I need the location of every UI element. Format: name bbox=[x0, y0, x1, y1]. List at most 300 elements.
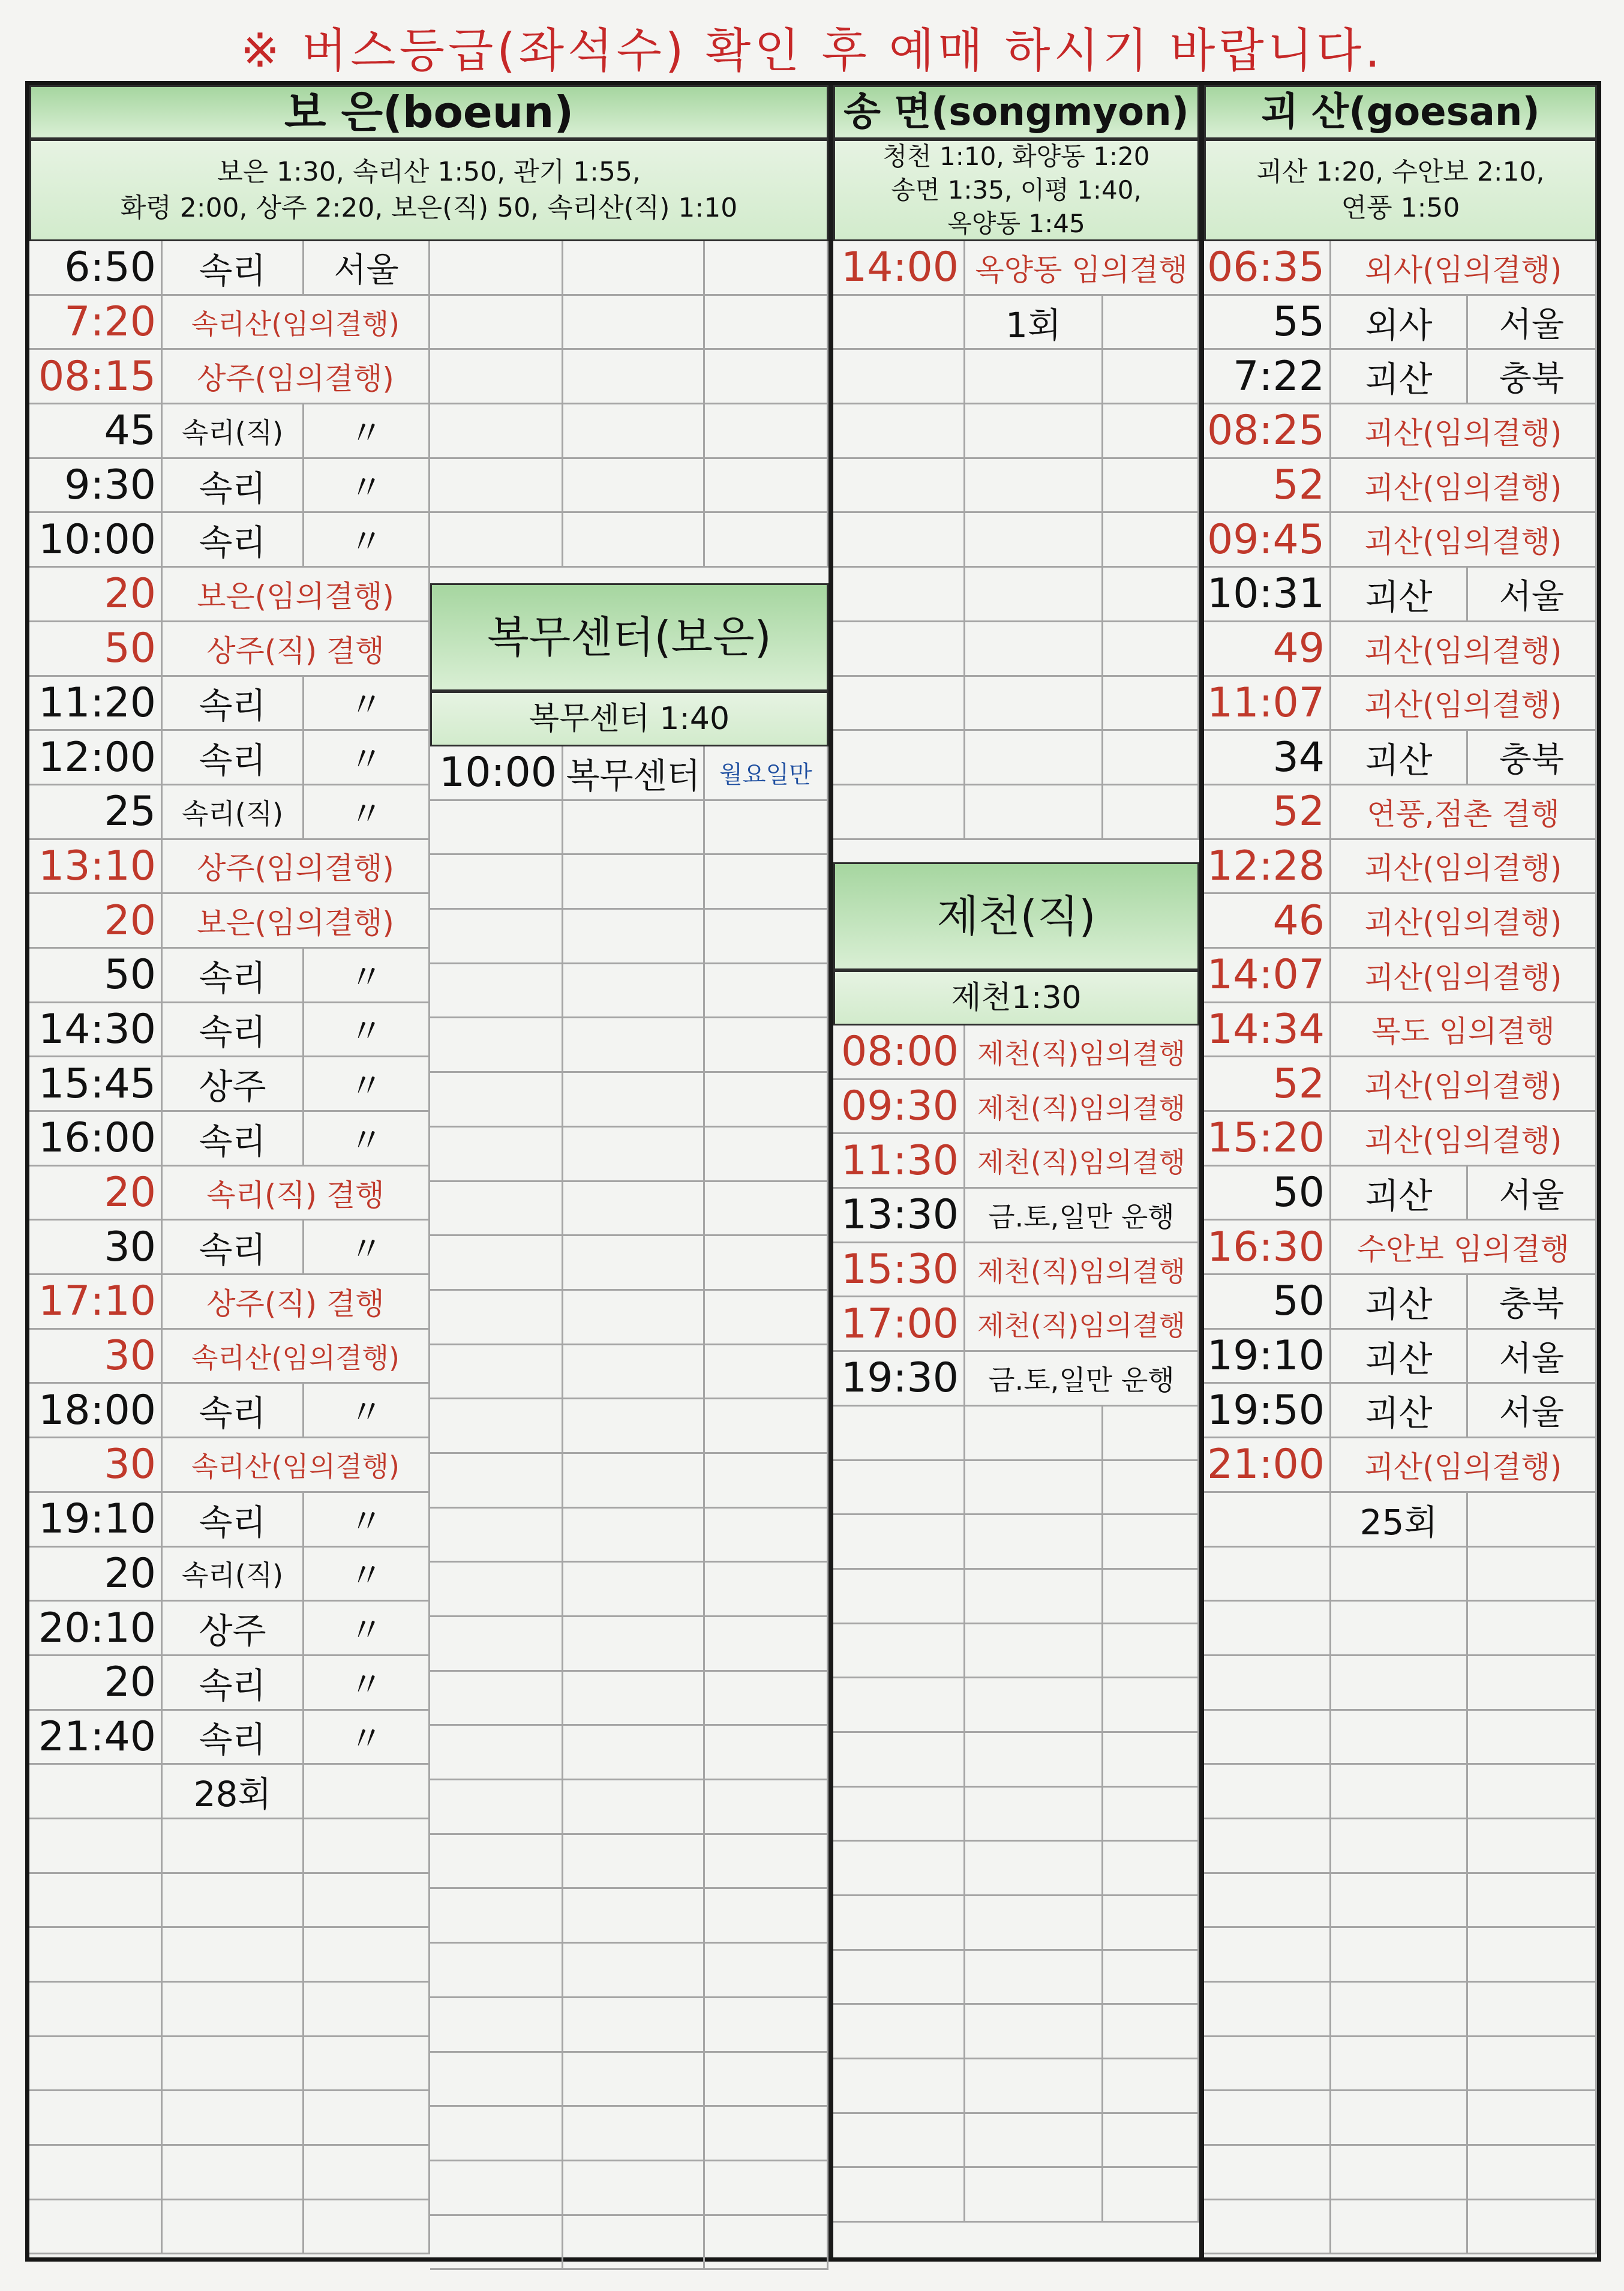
bus-company: 〃 bbox=[304, 1493, 430, 1548]
bus-company: 서울 bbox=[1468, 1384, 1597, 1438]
empty-cell bbox=[304, 2091, 430, 2146]
empty-cell bbox=[705, 1345, 828, 1400]
empty-cell bbox=[1331, 1819, 1468, 1874]
empty-cell bbox=[430, 241, 563, 296]
empty-cell bbox=[563, 459, 705, 514]
empty-cell bbox=[1204, 2200, 1331, 2255]
empty-cell bbox=[430, 1127, 563, 1182]
departure-time: 20 bbox=[29, 894, 163, 949]
departure-time: 30 bbox=[29, 1221, 163, 1275]
empty-cell bbox=[705, 2107, 828, 2161]
bus-company: 서울 bbox=[1468, 296, 1597, 350]
bus-company: 〃 bbox=[304, 731, 430, 785]
empty-cell bbox=[563, 964, 705, 1019]
bus-company: 〃 bbox=[304, 677, 430, 731]
schedule-note: 괴산(임의결행) bbox=[1331, 677, 1597, 731]
schedule-note: 속리산(임의결행) bbox=[163, 1330, 430, 1384]
jecheon-header bbox=[833, 862, 1199, 970]
empty-cell bbox=[965, 513, 1103, 568]
bus-company: 충북 bbox=[1468, 731, 1597, 785]
departure-time: 08:25 bbox=[1204, 404, 1331, 459]
departure-time: 25 bbox=[29, 785, 163, 840]
schedule-note: 연풍,점촌 결행 bbox=[1331, 785, 1597, 840]
empty-cell bbox=[705, 1073, 828, 1127]
schedule-note: 수안보 임의결행 bbox=[1331, 1221, 1597, 1275]
empty-cell bbox=[1331, 1765, 1468, 1819]
empty-cell bbox=[563, 2107, 705, 2161]
empty-cell bbox=[1331, 1928, 1468, 1983]
empty-cell bbox=[705, 1236, 828, 1291]
empty-cell bbox=[563, 1726, 705, 1780]
empty-cell bbox=[430, 1399, 563, 1454]
empty-cell bbox=[163, 1874, 304, 1929]
empty-cell bbox=[1103, 2114, 1199, 2169]
empty-cell bbox=[833, 2005, 965, 2059]
schedule-note: 상주(임의결행) bbox=[163, 350, 430, 404]
empty-cell bbox=[563, 1563, 705, 1617]
bus-company: 월요일만 bbox=[705, 746, 828, 801]
empty-cell bbox=[304, 1983, 430, 2037]
empty-cell bbox=[1103, 1951, 1199, 2005]
empty-cell bbox=[304, 1874, 430, 1929]
departure-time: 7:22 bbox=[1204, 350, 1331, 404]
schedule-note: 속리산(임의결행) bbox=[163, 1438, 430, 1493]
empty-cell bbox=[1468, 2200, 1597, 2255]
bus-company: 〃 bbox=[304, 1602, 430, 1656]
departure-time: 14:30 bbox=[29, 1003, 163, 1058]
schedule-note: 옥양동 임의결행 bbox=[965, 241, 1199, 296]
empty-cell bbox=[705, 855, 828, 910]
goesan-fares: 괴산 1:20, 수안보 2:10, 연풍 1:50 bbox=[1256, 157, 1545, 223]
departure-time: 08:15 bbox=[29, 350, 163, 404]
departure-time: 15:20 bbox=[1204, 1112, 1331, 1167]
empty-cell bbox=[163, 2146, 304, 2200]
empty-cell bbox=[833, 2059, 965, 2114]
empty-cell bbox=[965, 622, 1103, 677]
destination: 속리 bbox=[163, 949, 304, 1003]
schedule-note: 괴산(임의결행) bbox=[1331, 404, 1597, 459]
empty-cell bbox=[1103, 1461, 1199, 1516]
bokmu-schedule-table bbox=[430, 746, 828, 2270]
empty-cell bbox=[833, 1570, 965, 1624]
departure-time: 16:00 bbox=[29, 1112, 163, 1167]
boeun-header bbox=[29, 85, 828, 139]
bus-company: 서울 bbox=[1468, 568, 1597, 622]
empty-cell bbox=[705, 404, 828, 459]
empty-cell bbox=[304, 1819, 430, 1874]
jecheon-fares-panel bbox=[833, 970, 1199, 1025]
schedule-note: 괴산(임의결행) bbox=[1331, 459, 1597, 514]
destination: 괴산 bbox=[1331, 731, 1468, 785]
empty-cell bbox=[29, 1819, 163, 1874]
departure-time bbox=[1204, 1493, 1331, 1548]
departure-time: 52 bbox=[1204, 785, 1331, 840]
empty-cell bbox=[430, 1454, 563, 1509]
empty-cell bbox=[705, 1454, 828, 1509]
empty-cell bbox=[1103, 513, 1199, 568]
empty-cell bbox=[1468, 1819, 1597, 1874]
empty-cell bbox=[163, 1819, 304, 1874]
empty-cell bbox=[1103, 1896, 1199, 1951]
empty-cell bbox=[1468, 1874, 1597, 1929]
schedule-note: 목도 임의결행 bbox=[1331, 1003, 1597, 1058]
bokmu-fares-panel bbox=[430, 691, 828, 746]
destination: 상주 bbox=[163, 1057, 304, 1112]
jecheon-fares: 제천1:30 bbox=[951, 980, 1082, 1016]
departure-time: 18:00 bbox=[29, 1384, 163, 1438]
boeun-schedule-table bbox=[29, 241, 430, 2254]
destination: 괴산 bbox=[1331, 1275, 1468, 1330]
destination: 속리 bbox=[163, 1221, 304, 1275]
empty-cell bbox=[430, 1291, 563, 1345]
departure-time: 9:30 bbox=[29, 459, 163, 514]
empty-cell bbox=[163, 2091, 304, 2146]
bus-company: 〃 bbox=[304, 785, 430, 840]
empty-cell bbox=[705, 2053, 828, 2107]
destination: 괴산 bbox=[1331, 1384, 1468, 1438]
bus-company bbox=[1468, 1493, 1597, 1548]
bus-company bbox=[1103, 296, 1199, 350]
schedule-note: 괴산(임의결행) bbox=[1331, 1057, 1597, 1112]
bus-company: 충북 bbox=[1468, 1275, 1597, 1330]
empty-cell bbox=[430, 1780, 563, 1835]
empty-cell bbox=[563, 1509, 705, 1563]
empty-cell bbox=[1204, 1874, 1331, 1929]
empty-cell bbox=[1103, 1515, 1199, 1570]
schedule-note: 보은(임의결행) bbox=[163, 894, 430, 949]
departure-time: 14:00 bbox=[833, 241, 965, 296]
songmyon-schedule-table bbox=[833, 241, 1199, 840]
departure-time: 20 bbox=[29, 568, 163, 622]
empty-cell bbox=[705, 1291, 828, 1345]
empty-cell bbox=[965, 1788, 1103, 1842]
empty-cell bbox=[29, 2200, 163, 2255]
departure-time: 34 bbox=[1204, 731, 1331, 785]
empty-cell bbox=[965, 1570, 1103, 1624]
empty-cell bbox=[965, 568, 1103, 622]
goesan-fares-panel bbox=[1204, 139, 1597, 241]
destination: 상주 bbox=[163, 1602, 304, 1656]
destination: 속리 bbox=[163, 1493, 304, 1548]
empty-cell bbox=[705, 1835, 828, 1890]
empty-cell bbox=[563, 1345, 705, 1400]
destination: 28회 bbox=[163, 1765, 304, 1819]
departure-time: 19:10 bbox=[1204, 1330, 1331, 1384]
empty-cell bbox=[705, 459, 828, 514]
empty-cell bbox=[705, 1726, 828, 1780]
empty-cell bbox=[1468, 1656, 1597, 1711]
empty-cell bbox=[1331, 1711, 1468, 1765]
departure-time: 10:00 bbox=[430, 746, 563, 801]
empty-cell bbox=[1204, 1656, 1331, 1711]
destination: 속리 bbox=[163, 1112, 304, 1167]
empty-cell bbox=[1103, 1407, 1199, 1461]
departure-time: 7:20 bbox=[29, 296, 163, 350]
departure-time: 49 bbox=[1204, 622, 1331, 677]
column-divider-right bbox=[1199, 85, 1204, 2257]
goesan-header bbox=[1204, 85, 1597, 139]
destination: 속리(직) bbox=[163, 1548, 304, 1602]
empty-cell bbox=[833, 1842, 965, 1896]
empty-cell bbox=[563, 2161, 705, 2216]
departure-time: 10:31 bbox=[1204, 568, 1331, 622]
destination: 괴산 bbox=[1331, 1167, 1468, 1221]
departure-time: 20:10 bbox=[29, 1602, 163, 1656]
empty-cell bbox=[965, 2168, 1103, 2223]
destination: 1회 bbox=[965, 296, 1103, 350]
empty-cell bbox=[563, 1889, 705, 1944]
departure-time: 50 bbox=[1204, 1275, 1331, 1330]
destination: 속리 bbox=[163, 1384, 304, 1438]
departure-time: 13:30 bbox=[833, 1189, 965, 1243]
empty-cell bbox=[430, 1672, 563, 1726]
schedule-note: 제천(직)임의결행 bbox=[965, 1080, 1199, 1135]
empty-cell bbox=[1103, 622, 1199, 677]
departure-time: 45 bbox=[29, 404, 163, 459]
empty-cell bbox=[163, 2037, 304, 2092]
empty-cell bbox=[1468, 1548, 1597, 1602]
empty-cell bbox=[833, 568, 965, 622]
empty-cell bbox=[1103, 459, 1199, 514]
empty-cell bbox=[705, 1998, 828, 2053]
empty-cell bbox=[563, 2216, 705, 2271]
bus-company: 〃 bbox=[304, 949, 430, 1003]
departure-time: 6:50 bbox=[29, 241, 163, 296]
bus-company: 서울 bbox=[1468, 1330, 1597, 1384]
schedule-note: 괴산(임의결행) bbox=[1331, 1112, 1597, 1167]
bus-company: 서울 bbox=[1468, 1167, 1597, 1221]
empty-cell bbox=[430, 1889, 563, 1944]
schedule-note: 제천(직)임의결행 bbox=[965, 1243, 1199, 1298]
empty-cell bbox=[965, 1896, 1103, 1951]
empty-cell bbox=[563, 350, 705, 404]
destination: 속리 bbox=[163, 731, 304, 785]
destination: 외사 bbox=[1331, 296, 1468, 350]
empty-cell bbox=[1103, 1570, 1199, 1624]
empty-cell bbox=[1103, 2168, 1199, 2223]
departure-time: 50 bbox=[1204, 1167, 1331, 1221]
empty-cell bbox=[965, 1407, 1103, 1461]
empty-cell bbox=[965, 1624, 1103, 1679]
bokmu-fares: 복무센터 1:40 bbox=[529, 701, 730, 737]
empty-cell bbox=[304, 2200, 430, 2255]
departure-time: 50 bbox=[29, 622, 163, 677]
empty-cell bbox=[705, 241, 828, 296]
empty-cell bbox=[1331, 1656, 1468, 1711]
destination: 괴산 bbox=[1331, 568, 1468, 622]
empty-cell bbox=[430, 2161, 563, 2216]
departure-time: 20 bbox=[29, 1548, 163, 1602]
empty-cell bbox=[29, 1983, 163, 2037]
boeun-fares-panel bbox=[29, 139, 828, 241]
empty-cell bbox=[563, 801, 705, 856]
departure-time: 13:10 bbox=[29, 840, 163, 895]
empty-cell bbox=[563, 910, 705, 964]
empty-cell bbox=[430, 1073, 563, 1127]
empty-cell bbox=[1103, 1624, 1199, 1679]
empty-cell bbox=[1331, 2037, 1468, 2092]
schedule-note: 외사(임의결행) bbox=[1331, 241, 1597, 296]
empty-cell bbox=[705, 801, 828, 856]
empty-cell bbox=[833, 513, 965, 568]
empty-cell bbox=[1331, 1602, 1468, 1656]
schedule-note: 속리(직) 결행 bbox=[163, 1167, 430, 1221]
empty-cell bbox=[1204, 2146, 1331, 2200]
empty-cell bbox=[430, 350, 563, 404]
empty-cell bbox=[833, 677, 965, 731]
empty-cell bbox=[965, 677, 1103, 731]
goesan-schedule-table bbox=[1204, 241, 1597, 2254]
empty-cell bbox=[833, 404, 965, 459]
departure-time: 09:30 bbox=[833, 1080, 965, 1135]
bus-company: 〃 bbox=[304, 404, 430, 459]
empty-cell bbox=[1204, 1711, 1331, 1765]
bokmu-header bbox=[430, 583, 828, 691]
empty-cell bbox=[430, 1835, 563, 1890]
empty-cell bbox=[563, 513, 705, 568]
empty-cell bbox=[563, 1944, 705, 1998]
empty-cell bbox=[965, 1678, 1103, 1733]
empty-cell bbox=[430, 910, 563, 964]
empty-cell bbox=[705, 1672, 828, 1726]
empty-cell bbox=[1331, 1874, 1468, 1929]
empty-cell bbox=[705, 350, 828, 404]
departure-time: 09:45 bbox=[1204, 513, 1331, 568]
empty-cell bbox=[430, 1726, 563, 1780]
empty-cell bbox=[833, 350, 965, 404]
empty-cell bbox=[1103, 785, 1199, 840]
empty-cell bbox=[833, 1896, 965, 1951]
empty-cell bbox=[833, 731, 965, 785]
empty-cell bbox=[833, 1624, 965, 1679]
songmyon-header bbox=[833, 85, 1199, 139]
empty-cell bbox=[705, 1127, 828, 1182]
empty-cell bbox=[563, 1073, 705, 1127]
bus-company: 서울 bbox=[304, 241, 430, 296]
empty-cell bbox=[163, 1983, 304, 2037]
bus-company: 〃 bbox=[304, 1656, 430, 1711]
empty-cell bbox=[1331, 2091, 1468, 2146]
destination: 괴산 bbox=[1331, 350, 1468, 404]
empty-cell bbox=[1468, 2146, 1597, 2200]
empty-cell bbox=[430, 1509, 563, 1563]
schedule-note: 제천(직)임의결행 bbox=[965, 1134, 1199, 1189]
empty-cell bbox=[563, 1998, 705, 2053]
empty-cell bbox=[833, 1461, 965, 1516]
empty-cell bbox=[1103, 2005, 1199, 2059]
jecheon-schedule-table bbox=[833, 1025, 1199, 2223]
empty-cell bbox=[1204, 1983, 1331, 2037]
departure-time: 14:34 bbox=[1204, 1003, 1331, 1058]
empty-cell bbox=[430, 2053, 563, 2107]
empty-cell bbox=[705, 1399, 828, 1454]
empty-cell bbox=[430, 404, 563, 459]
empty-cell bbox=[965, 1842, 1103, 1896]
empty-cell bbox=[1103, 1788, 1199, 1842]
empty-cell bbox=[1468, 2091, 1597, 2146]
schedule-note: 금.토,일만 운행 bbox=[965, 1352, 1199, 1407]
empty-cell bbox=[563, 2053, 705, 2107]
empty-cell bbox=[1103, 2059, 1199, 2114]
bus-company: 〃 bbox=[304, 459, 430, 514]
departure-time: 14:07 bbox=[1204, 949, 1331, 1003]
empty-cell bbox=[1468, 1928, 1597, 1983]
empty-cell bbox=[965, 785, 1103, 840]
empty-cell bbox=[705, 296, 828, 350]
destination: 복무센터 bbox=[563, 746, 705, 801]
departure-time: 21:00 bbox=[1204, 1438, 1331, 1493]
empty-cell bbox=[705, 1509, 828, 1563]
empty-cell bbox=[705, 2161, 828, 2216]
empty-cell bbox=[833, 459, 965, 514]
empty-cell bbox=[1468, 1983, 1597, 2037]
empty-cell bbox=[705, 1944, 828, 1998]
empty-cell bbox=[1468, 1602, 1597, 1656]
bus-company: 〃 bbox=[304, 1221, 430, 1275]
empty-cell bbox=[29, 2037, 163, 2092]
empty-cell bbox=[833, 622, 965, 677]
empty-cell bbox=[1103, 677, 1199, 731]
empty-cell bbox=[430, 1998, 563, 2053]
schedule-note: 괴산(임의결행) bbox=[1331, 513, 1597, 568]
bus-company bbox=[304, 1765, 430, 1819]
departure-time: 20 bbox=[29, 1656, 163, 1711]
empty-cell bbox=[1468, 2037, 1597, 2092]
empty-cell bbox=[430, 1182, 563, 1237]
empty-cell bbox=[430, 513, 563, 568]
bus-company: 〃 bbox=[304, 1112, 430, 1167]
empty-cell bbox=[1103, 731, 1199, 785]
destination: 속리 bbox=[163, 241, 304, 296]
boeun-title: 보 은(boeun) bbox=[284, 87, 574, 137]
empty-cell bbox=[1103, 1678, 1199, 1733]
empty-cell bbox=[1204, 1928, 1331, 1983]
empty-cell bbox=[705, 1617, 828, 1672]
destination: 속리(직) bbox=[163, 785, 304, 840]
empty-cell bbox=[1103, 404, 1199, 459]
empty-cell bbox=[430, 1236, 563, 1291]
empty-cell bbox=[304, 1928, 430, 1983]
bus-company: 충북 bbox=[1468, 350, 1597, 404]
departure-time: 19:50 bbox=[1204, 1384, 1331, 1438]
empty-cell bbox=[965, 1461, 1103, 1516]
empty-cell bbox=[705, 1018, 828, 1073]
empty-cell bbox=[430, 801, 563, 856]
empty-cell bbox=[563, 241, 705, 296]
departure-time: 20 bbox=[29, 1167, 163, 1221]
goesan-title: 괴 산(goesan) bbox=[1261, 90, 1540, 134]
empty-cell bbox=[29, 2146, 163, 2200]
bokmu-title: 복무센터(보은) bbox=[487, 612, 772, 662]
empty-cell bbox=[833, 785, 965, 840]
empty-cell bbox=[833, 1678, 965, 1733]
departure-time: 11:30 bbox=[833, 1134, 965, 1189]
destination: 속리 bbox=[163, 1711, 304, 1765]
schedule-note: 상주(임의결행) bbox=[163, 840, 430, 895]
empty-cell bbox=[430, 1563, 563, 1617]
empty-cell bbox=[1103, 568, 1199, 622]
empty-cell bbox=[1331, 2146, 1468, 2200]
timetable-board bbox=[25, 81, 1601, 2262]
empty-cell bbox=[563, 1018, 705, 1073]
destination: 25회 bbox=[1331, 1493, 1468, 1548]
bus-company: 〃 bbox=[304, 1003, 430, 1058]
empty-cell bbox=[563, 404, 705, 459]
destination: 속리 bbox=[163, 1656, 304, 1711]
empty-cell bbox=[965, 2005, 1103, 2059]
empty-cell bbox=[705, 1780, 828, 1835]
empty-cell bbox=[833, 1407, 965, 1461]
